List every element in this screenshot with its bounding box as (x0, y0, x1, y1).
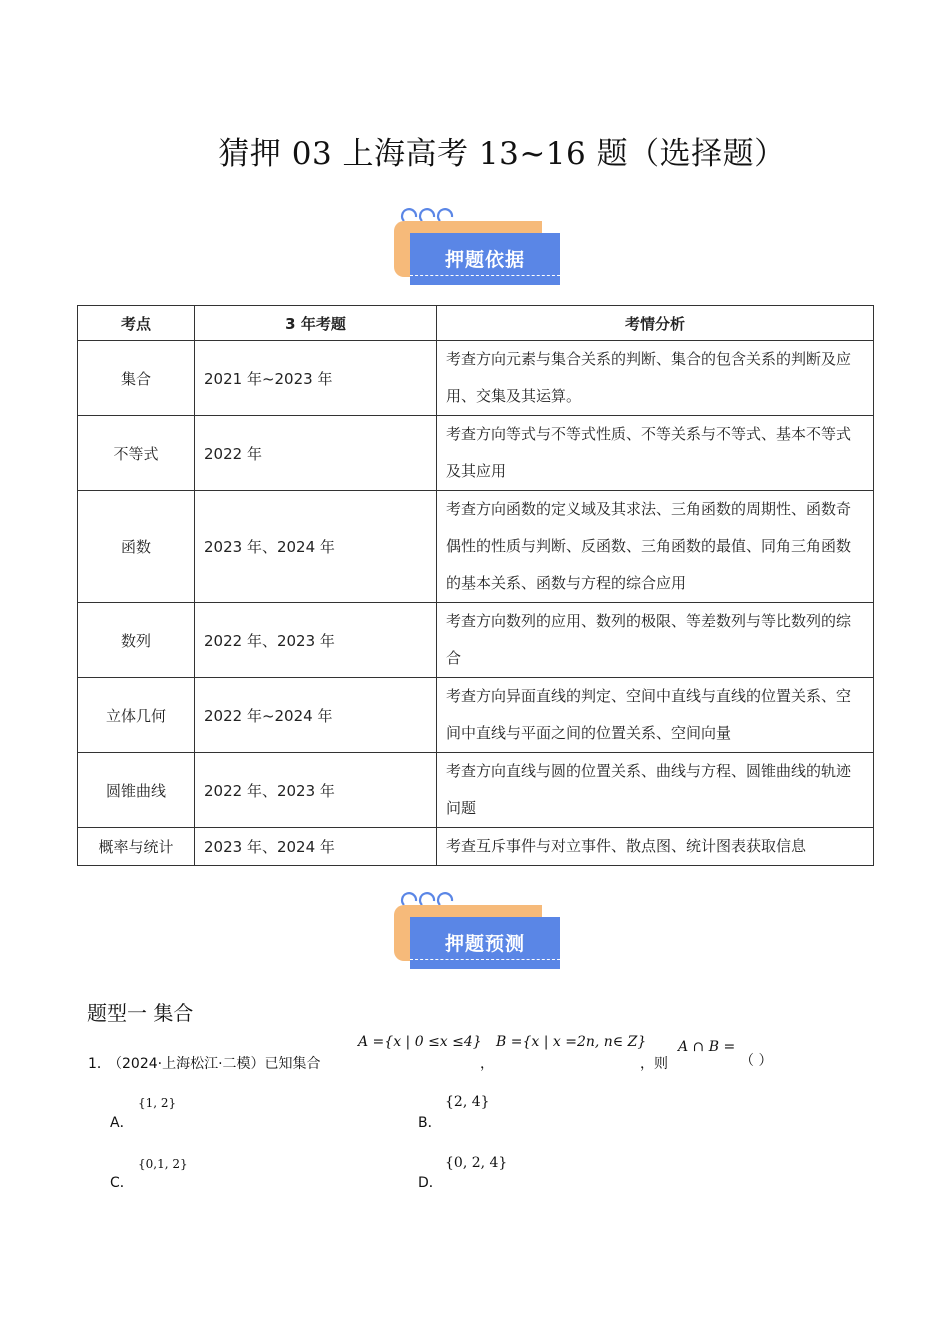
banner-predict (394, 891, 594, 981)
cell-years: 2022 年 (195, 416, 437, 491)
cell-years: 2022 年、2023 年 (195, 603, 437, 678)
cell-topic: 函数 (78, 491, 195, 603)
then-text: ，则 (640, 1056, 668, 1072)
set-a-expression: A ={x | 0 ≤x ≤4} (358, 1034, 482, 1050)
cell-topic: 圆锥曲线 (78, 753, 195, 828)
cell-analysis: 考查方向函数的定义域及其求法、三角函数的周期性、函数奇偶性的性质与判断、反函数、三角函数的最值、同角三角函数的基本关系、函数与方程的综合应用 (437, 491, 874, 603)
table-row (78, 828, 874, 866)
header-years: 3 年考题 (195, 306, 437, 341)
table-row (78, 491, 874, 603)
banner-dash-line (410, 275, 560, 276)
option-b-letter: B． (418, 1115, 442, 1131)
set-b-expression: B ={x | x =2n, n∈ Z} (496, 1034, 647, 1050)
cell-topic: 概率与统计 (78, 828, 195, 866)
header-analysis: 考情分析 (437, 306, 874, 341)
table-row (78, 603, 874, 678)
cell-analysis: 考查互斥事件与对立事件、散点图、统计图表获取信息 (437, 828, 874, 866)
banner-dash-line (410, 959, 560, 960)
table-row (78, 753, 874, 828)
table-row (78, 678, 874, 753)
table-row (78, 341, 874, 416)
cell-years: 2022 年~2024 年 (195, 678, 437, 753)
header-topic: 考点 (78, 306, 195, 341)
option-a-value: {1, 2} (138, 1096, 177, 1110)
answer-blank: （ ） (740, 1053, 773, 1069)
option-a-letter: A． (110, 1115, 134, 1131)
banner-basis (394, 207, 594, 297)
option-c-letter: C． (110, 1175, 134, 1191)
question-number: 1． (88, 1056, 111, 1072)
exam-basis-table (77, 305, 874, 866)
cell-topic: 立体几何 (78, 678, 195, 753)
table-header-row (78, 306, 874, 341)
banner-label: 押题预测 (444, 933, 525, 955)
banner-label: 押题依据 (444, 249, 525, 271)
cell-topic: 集合 (78, 341, 195, 416)
cell-years: 2022 年、2023 年 (195, 753, 437, 828)
cell-analysis: 考查方向元素与集合关系的判断、集合的包含关系的判断及应用、交集及其运算。 (437, 341, 874, 416)
option-c-value: {0,1, 2} (138, 1157, 188, 1171)
banner-panel (410, 917, 560, 969)
option-d-letter: D． (418, 1175, 443, 1191)
cell-analysis: 考查方向异面直线的判定、空间中直线与直线的位置关系、空间中直线与平面之间的位置关系、空间向量 (437, 678, 874, 753)
cell-analysis: 考查方向等式与不等式性质、不等关系与不等式、基本不等式及其应用 (437, 416, 874, 491)
banner-panel (410, 233, 560, 285)
option-d-value: {0, 2, 4} (445, 1155, 508, 1171)
cell-analysis: 考查方向直线与圆的位置关系、曲线与方程、圆锥曲线的轨迹问题 (437, 753, 874, 828)
table-row (78, 416, 874, 491)
intersection-expression: A ∩ B = (678, 1039, 736, 1055)
cell-topic: 不等式 (78, 416, 195, 491)
comma: ， (480, 1056, 494, 1072)
section-heading: 题型一 集合 (87, 1001, 194, 1025)
cell-years: 2023 年、2024 年 (195, 491, 437, 603)
cell-topic: 数列 (78, 603, 195, 678)
option-b-value: {2, 4} (445, 1094, 490, 1110)
cell-years: 2023 年、2024 年 (195, 828, 437, 866)
cell-years: 2021 年~2023 年 (195, 341, 437, 416)
cell-analysis: 考查方向数列的应用、数列的极限、等差数列与等比数列的综合 (437, 603, 874, 678)
page-title: 猜押 03 上海高考 13~16 题（选择题） (218, 136, 786, 172)
question-source: （2024·上海松江·二模）已知集合 (108, 1056, 321, 1072)
